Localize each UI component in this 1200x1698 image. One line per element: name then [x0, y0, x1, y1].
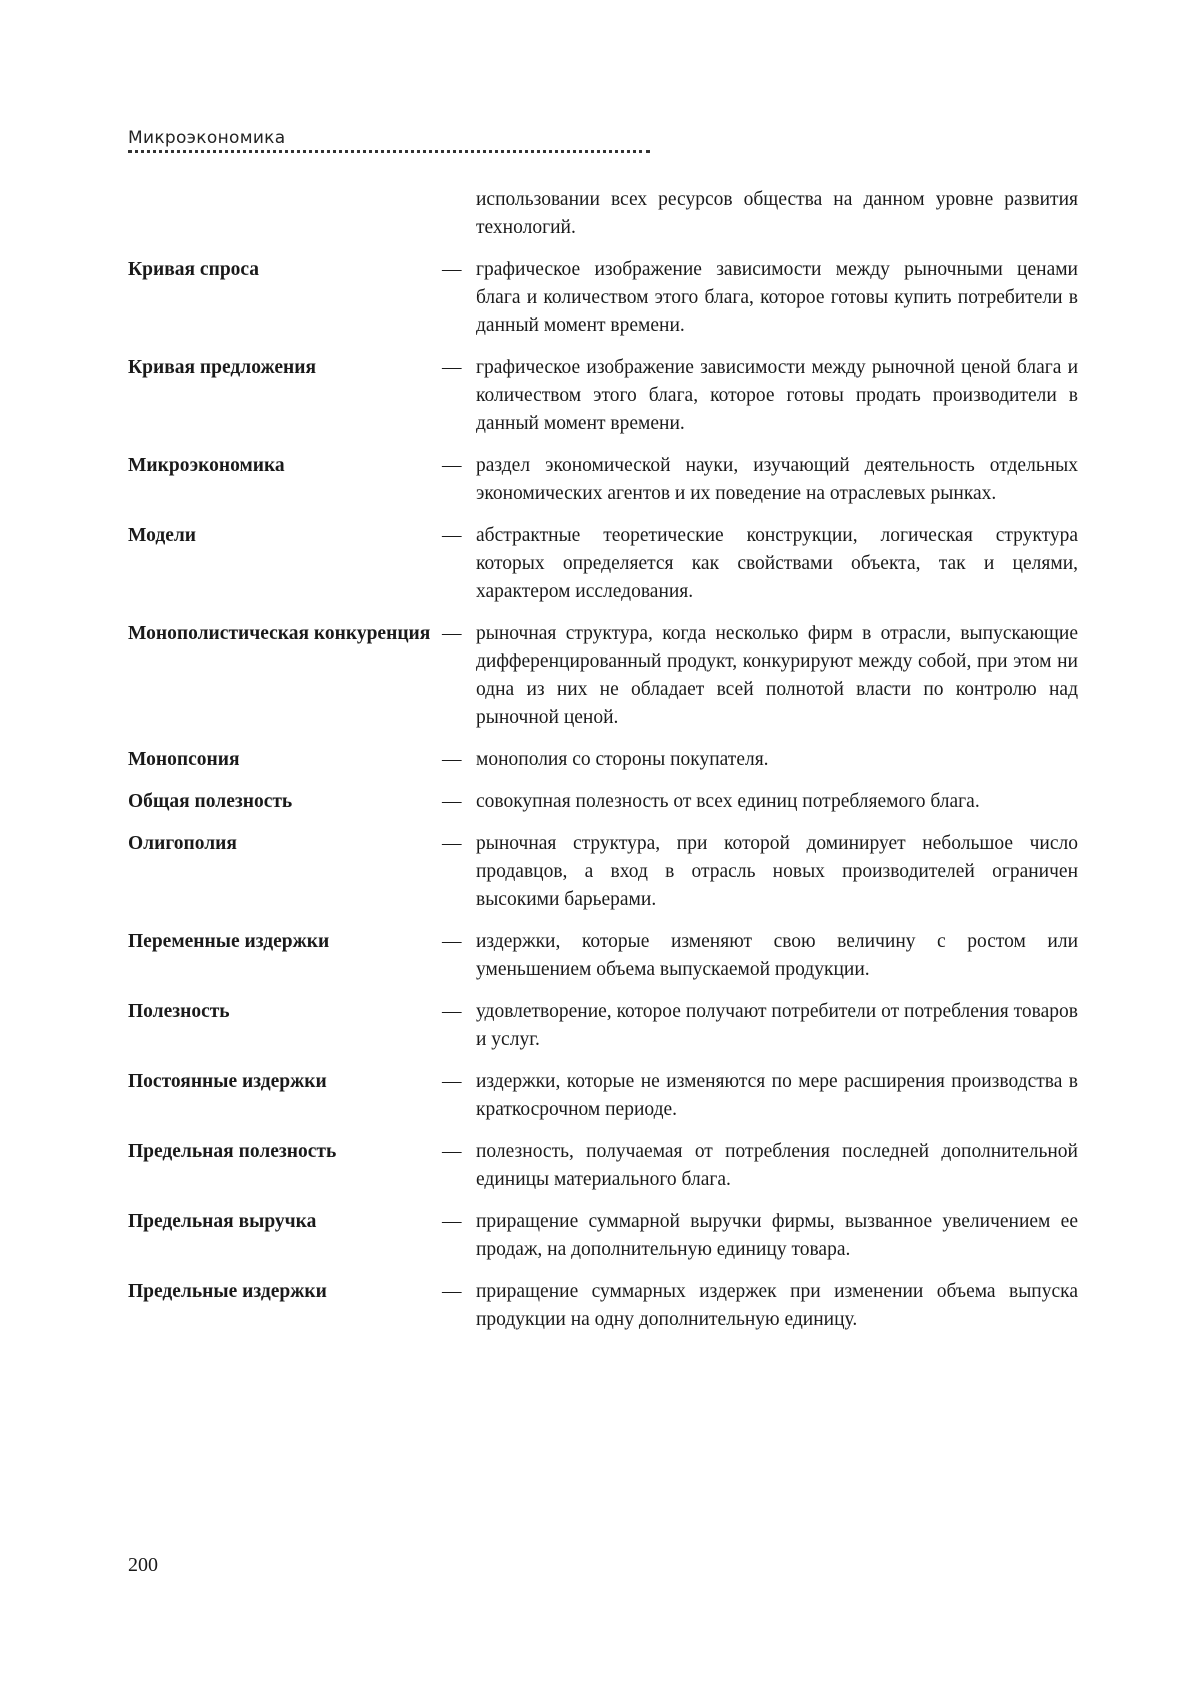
- entry-dash: —: [442, 1141, 462, 1162]
- entry-dash: —: [442, 833, 462, 854]
- entry-definition: рыночная структура, при которой доминирует небольшое число продавцов, а вход в отрасль новых производителей ограничен высокими барьерами.: [476, 833, 1078, 910]
- running-title: Микроэкономика: [128, 128, 286, 148]
- glossary-entry: [128, 788, 1078, 816]
- entry-dash: —: [442, 525, 462, 546]
- continued-definition: использовании всех ресурсов общества на данном уровне развития технологий.: [476, 189, 1078, 238]
- entry-term: Общая полезность: [128, 791, 293, 812]
- entry-dash: —: [442, 259, 462, 280]
- entry-term: Кривая предложения: [128, 357, 317, 378]
- entry-term: Полезность: [128, 1001, 230, 1022]
- entry-definition: издержки, которые не изменяются по мере расширения производства в краткосрочном периоде.: [476, 1071, 1078, 1120]
- entry-definition: графическое изображение зависимости между рыночной ценой блага и количеством этого блага, которое готовы продать производители в данный момент времени.: [476, 357, 1078, 434]
- entry-dash: —: [442, 1001, 462, 1022]
- entry-definition: монополия со стороны покупателя.: [476, 749, 769, 770]
- entry-definition: рыночная структура, когда несколько фирм в отрасли, выпускающие дифференцированный продукт, конкурируют между собой, при этом ни одна из них не обладает всей полнотой власти по контролю над рыночной ценой.: [476, 623, 1078, 728]
- entry-term: Предельная выручка: [128, 1211, 317, 1232]
- header-dotted-rule: [128, 150, 650, 153]
- running-head: [128, 128, 650, 153]
- glossary-entry: [128, 522, 1078, 606]
- entry-term: Монопсония: [128, 749, 240, 770]
- entry-term: Кривая спроса: [128, 259, 260, 280]
- entry-term: Модели: [128, 525, 197, 546]
- glossary-entry: [128, 620, 1078, 732]
- glossary-entry: [128, 256, 1078, 340]
- entry-term: Постоянные издержки: [128, 1071, 327, 1092]
- glossary-entry: [128, 998, 1078, 1054]
- glossary-entry: [128, 1138, 1078, 1194]
- entry-term: Переменные издержки: [128, 931, 330, 952]
- entry-dash: —: [442, 1071, 462, 1092]
- entry-term: Предельная полезность: [128, 1141, 337, 1162]
- entry-definition: раздел экономической науки, изучающий деятельность отдельных экономических агентов и их поведение на отраслевых рынках.: [476, 455, 1078, 504]
- glossary-entry: [128, 1208, 1078, 1264]
- glossary: [128, 186, 1078, 1334]
- entry-term: Микроэкономика: [128, 455, 285, 476]
- entry-dash: —: [442, 791, 462, 812]
- entry-term: Предельные издержки: [128, 1281, 327, 1302]
- glossary-entry: [128, 354, 1078, 438]
- entry-dash: —: [442, 623, 462, 644]
- glossary-entry: [128, 928, 1078, 984]
- entry-dash: —: [442, 749, 462, 770]
- page-number: 200: [128, 1554, 158, 1576]
- entry-dash: —: [442, 1211, 462, 1232]
- entry-term: Олигополия: [128, 833, 237, 854]
- entry-definition: приращение суммарной выручки фирмы, вызванное увеличением ее продаж, на дополнительную единицу товара.: [476, 1211, 1078, 1260]
- glossary-entry: [128, 452, 1078, 508]
- glossary-entry: [128, 1068, 1078, 1124]
- entry-definition: полезность, получаемая от потребления последней дополнительной единицы материального блага.: [476, 1141, 1078, 1190]
- glossary-entry: [128, 1278, 1078, 1334]
- glossary-entry: [128, 830, 1078, 914]
- entry-definition: удовлетворение, которое получают потребители от потребления товаров и услуг.: [476, 1001, 1078, 1050]
- entry-definition: совокупная полезность от всех единиц потребляемого блага.: [476, 791, 980, 812]
- entry-dash: —: [442, 931, 462, 952]
- glossary-entry: [128, 746, 1078, 774]
- entry-dash: —: [442, 357, 462, 378]
- entry-definition: графическое изображение зависимости между рыночными ценами блага и количеством этого блага, которое готовы купить потребители в данный момент времени.: [476, 259, 1078, 336]
- entry-definition: приращение суммарных издержек при изменении объема выпуска продукции на одну дополнительную единицу.: [476, 1281, 1078, 1330]
- entry-definition: абстрактные теоретические конструкции, логическая структура которых определяется как свойствами объекта, так и целями, характером исследования.: [476, 525, 1078, 602]
- entry-dash: —: [442, 455, 462, 476]
- entry-definition: издержки, которые изменяют свою величину с ростом или уменьшением объема выпускаемой продукции.: [476, 931, 1078, 980]
- entry-dash: —: [442, 1281, 462, 1302]
- entry-term: Монополистическая конкуренция: [128, 623, 431, 644]
